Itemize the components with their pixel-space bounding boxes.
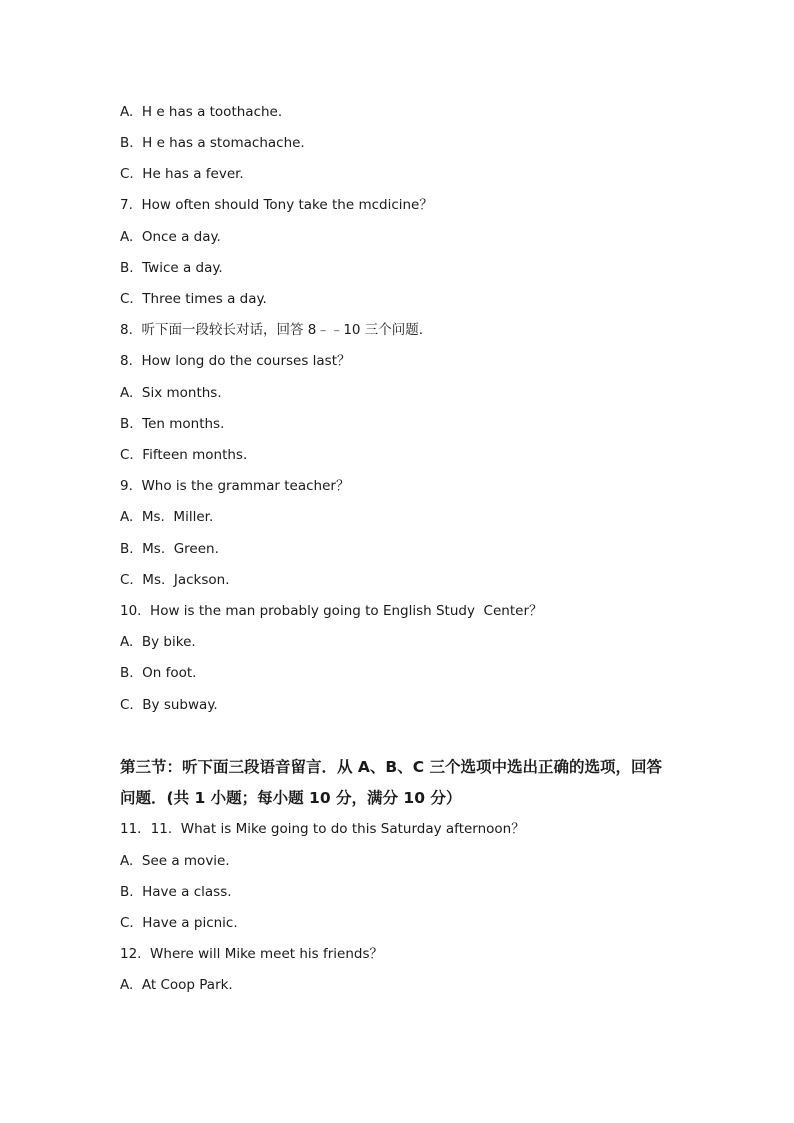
- option-a-q9: A. Ms. Miller.: [120, 509, 214, 525]
- question-10: 10. How is the man probably going to English Study Center？: [120, 603, 543, 619]
- option-c-q11: C. Have a picnic.: [120, 915, 238, 931]
- question-11: 11．11. What is Mike going to do this Saturday afternoon？: [120, 821, 525, 837]
- section-3-heading-line2: 问题．(共 1 小题；每小题 10 分，满分 10 分）: [120, 789, 462, 807]
- option-b-q10: B. On foot.: [120, 665, 197, 681]
- question-12: 12. Where will Mike meet his friends？: [120, 946, 384, 962]
- option-c-q6: C. He has a fever.: [120, 166, 244, 182]
- option-a-q7: A. Once a day.: [120, 229, 221, 245]
- question-9: 9. Who is the grammar teacher？: [120, 478, 350, 494]
- option-b-q6: B. H e has a stomachache.: [120, 135, 305, 151]
- option-a-q6: A. H e has a toothache.: [120, 104, 283, 120]
- option-c-q7: C. Three times a day.: [120, 291, 267, 307]
- option-c-q10: C. By subway.: [120, 697, 218, 713]
- option-c-q9: C. Ms. Jackson.: [120, 572, 230, 588]
- instruction-8-10: 8. 听下面一段较长对话，回答 8﹣﹣10 三个问题.: [120, 322, 424, 338]
- option-a-q11: A. See a movie.: [120, 853, 230, 869]
- option-b-q11: B. Have a class.: [120, 884, 232, 900]
- option-b-q9: B. Ms. Green.: [120, 541, 219, 557]
- option-a-q8: A. Six months.: [120, 385, 222, 401]
- option-b-q8: B. Ten months.: [120, 416, 225, 432]
- option-b-q7: B. Twice a day.: [120, 260, 223, 276]
- section-3-heading-line1: 第三节：听下面三段语音留言．从 A、B、C 三个选项中选出正确的选项，回答: [120, 758, 662, 776]
- question-8: 8. How long do the courses last？: [120, 353, 351, 369]
- option-c-q8: C. Fifteen months.: [120, 447, 248, 463]
- option-a-q12: A. At Coop Park.: [120, 977, 233, 993]
- question-7: 7. How often should Tony take the mcdicine？: [120, 197, 433, 213]
- option-a-q10: A. By bike.: [120, 634, 196, 650]
